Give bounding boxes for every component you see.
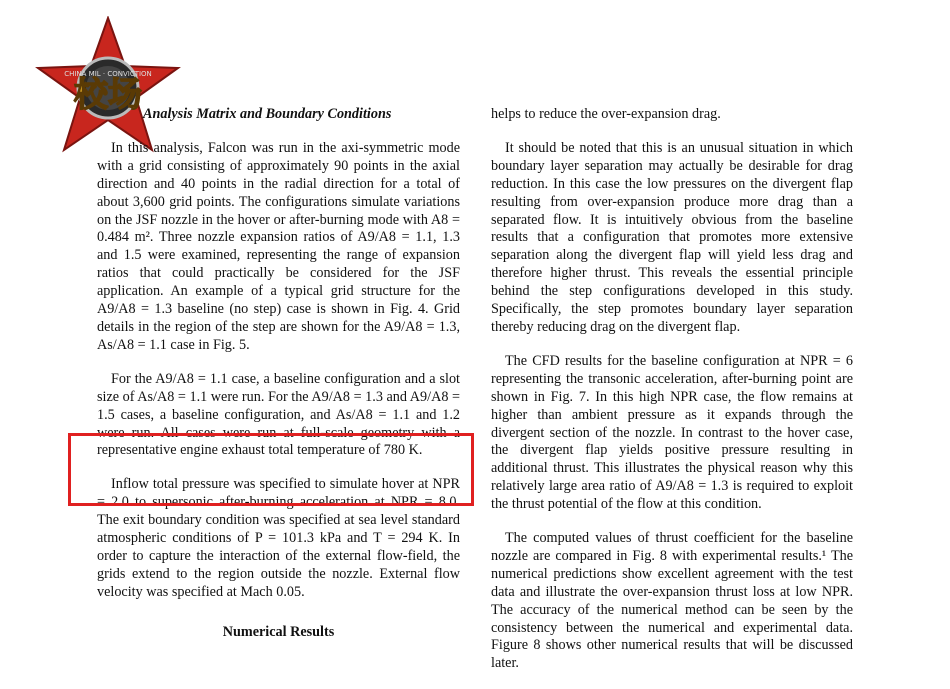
logo-ring-text: CHINA MIL · CONVICTION xyxy=(64,70,152,78)
section-title-numerical-results: Numerical Results xyxy=(222,623,335,640)
left-column xyxy=(97,106,460,658)
paragraph-separation: It should be noted that this is an unusual situation in which boundary layer separation may actually be desirable for drag reduction. In this case the low pressures on the divergent flap resulting from over-expansion produce more drag than a separated flow. It is intuitively obvious from the baseline results that a configuration that promotes more extensive separation along the divergent flap will yield less drag and therefore higher thrust. This reveals the essential principle behind the step configurations developed in this study. Specifically, the step promotes boundary layer separation thereby reducing drag on the divergent flap. xyxy=(491,139,853,335)
paragraph-boundary: Inflow total pressure was specified to simulate hover at NPR = 2.0 to supersonic after-burning acceleration at NPR = 8.0. The exit boundary condition was specified at sea level standard atmospheric conditions of P = 101.3 kPa and T = 294 K. In order to capture the interaction of the external flow-field, the grids extend to the region outside the nozzle. External flow velocity was specified at Mach 0.05. xyxy=(97,476,460,600)
paragraph-grid: In this analysis, Falcon was run in the axi-symmetric mode with a grid consisting of approximately 90 points in the axial direction and 40 points in the radial direction for a total of about 3,600 grid points. The configurations simulate variations on the JSF nozzle in the hover or after-burning mode with A8 = 0.484 m². Three nozzle expansion ratios of A9/A8 = 1.1, 1.3 and 1.5 were examined, representing the range of expansion ratios that could practically be considered for the JSF application. An example of a typical grid structure for the A9/A8 = 1.3 baseline (no step) case is shown in Fig. 4. Grid details in the region of the step are shown for the A9/A8 = 1.3, As/A8 = 1.1 case in Fig. 5. xyxy=(97,139,460,353)
highlight-annotation-box xyxy=(68,433,474,506)
paragraph-continued: helps to reduce the over-expansion drag. xyxy=(491,106,721,122)
logo-text: 校场 xyxy=(74,75,142,115)
right-column xyxy=(491,106,853,689)
paragraph-thrust-coefficient: The computed values of thrust coefficient for the baseline nozzle are compared in Fig. 8 with experimental results.¹ The numerical predictions show excellent agreement with the test data and illustrate the over-expansion thrust loss at low NPR. The accuracy of the numerical method can be seen by the consistency between the numerical and experimental data. Figure 8 shows other numerical results that will be discussed later. xyxy=(491,530,853,672)
paragraph-cfd-results: The CFD results for the baseline configuration at NPR = 6 representing the transonic acceleration, after-burning point are shown in Fig. 7. In this high NPR case, the flow remains at higher than ambient pressure as it expands through the divergent section of the nozzle. In contrast to the hover case, the divergent flap yields positive pressure resulting in additional thrust. This illustrates the physical reason why this relatively large area ratio of A9/A8 = 1.3 is required to exploit the thrust potential of the flow at this condition. xyxy=(491,352,853,513)
paragraph-cases: For the A9/A8 = 1.1 case, a baseline configuration and a slot size of As/A8 = 1.1 were run. For the A9/A8 = 1.3 and A9/A8 = 1.5 cases, a baseline configuration, and As/A8 = 1.1 and 1.2 were run. All cases were run at full-scale geometry with a representative engine exhaust total temperature of 780 K. xyxy=(97,370,460,459)
section-heading: Analysis Matrix and Boundary Conditions xyxy=(143,106,392,122)
